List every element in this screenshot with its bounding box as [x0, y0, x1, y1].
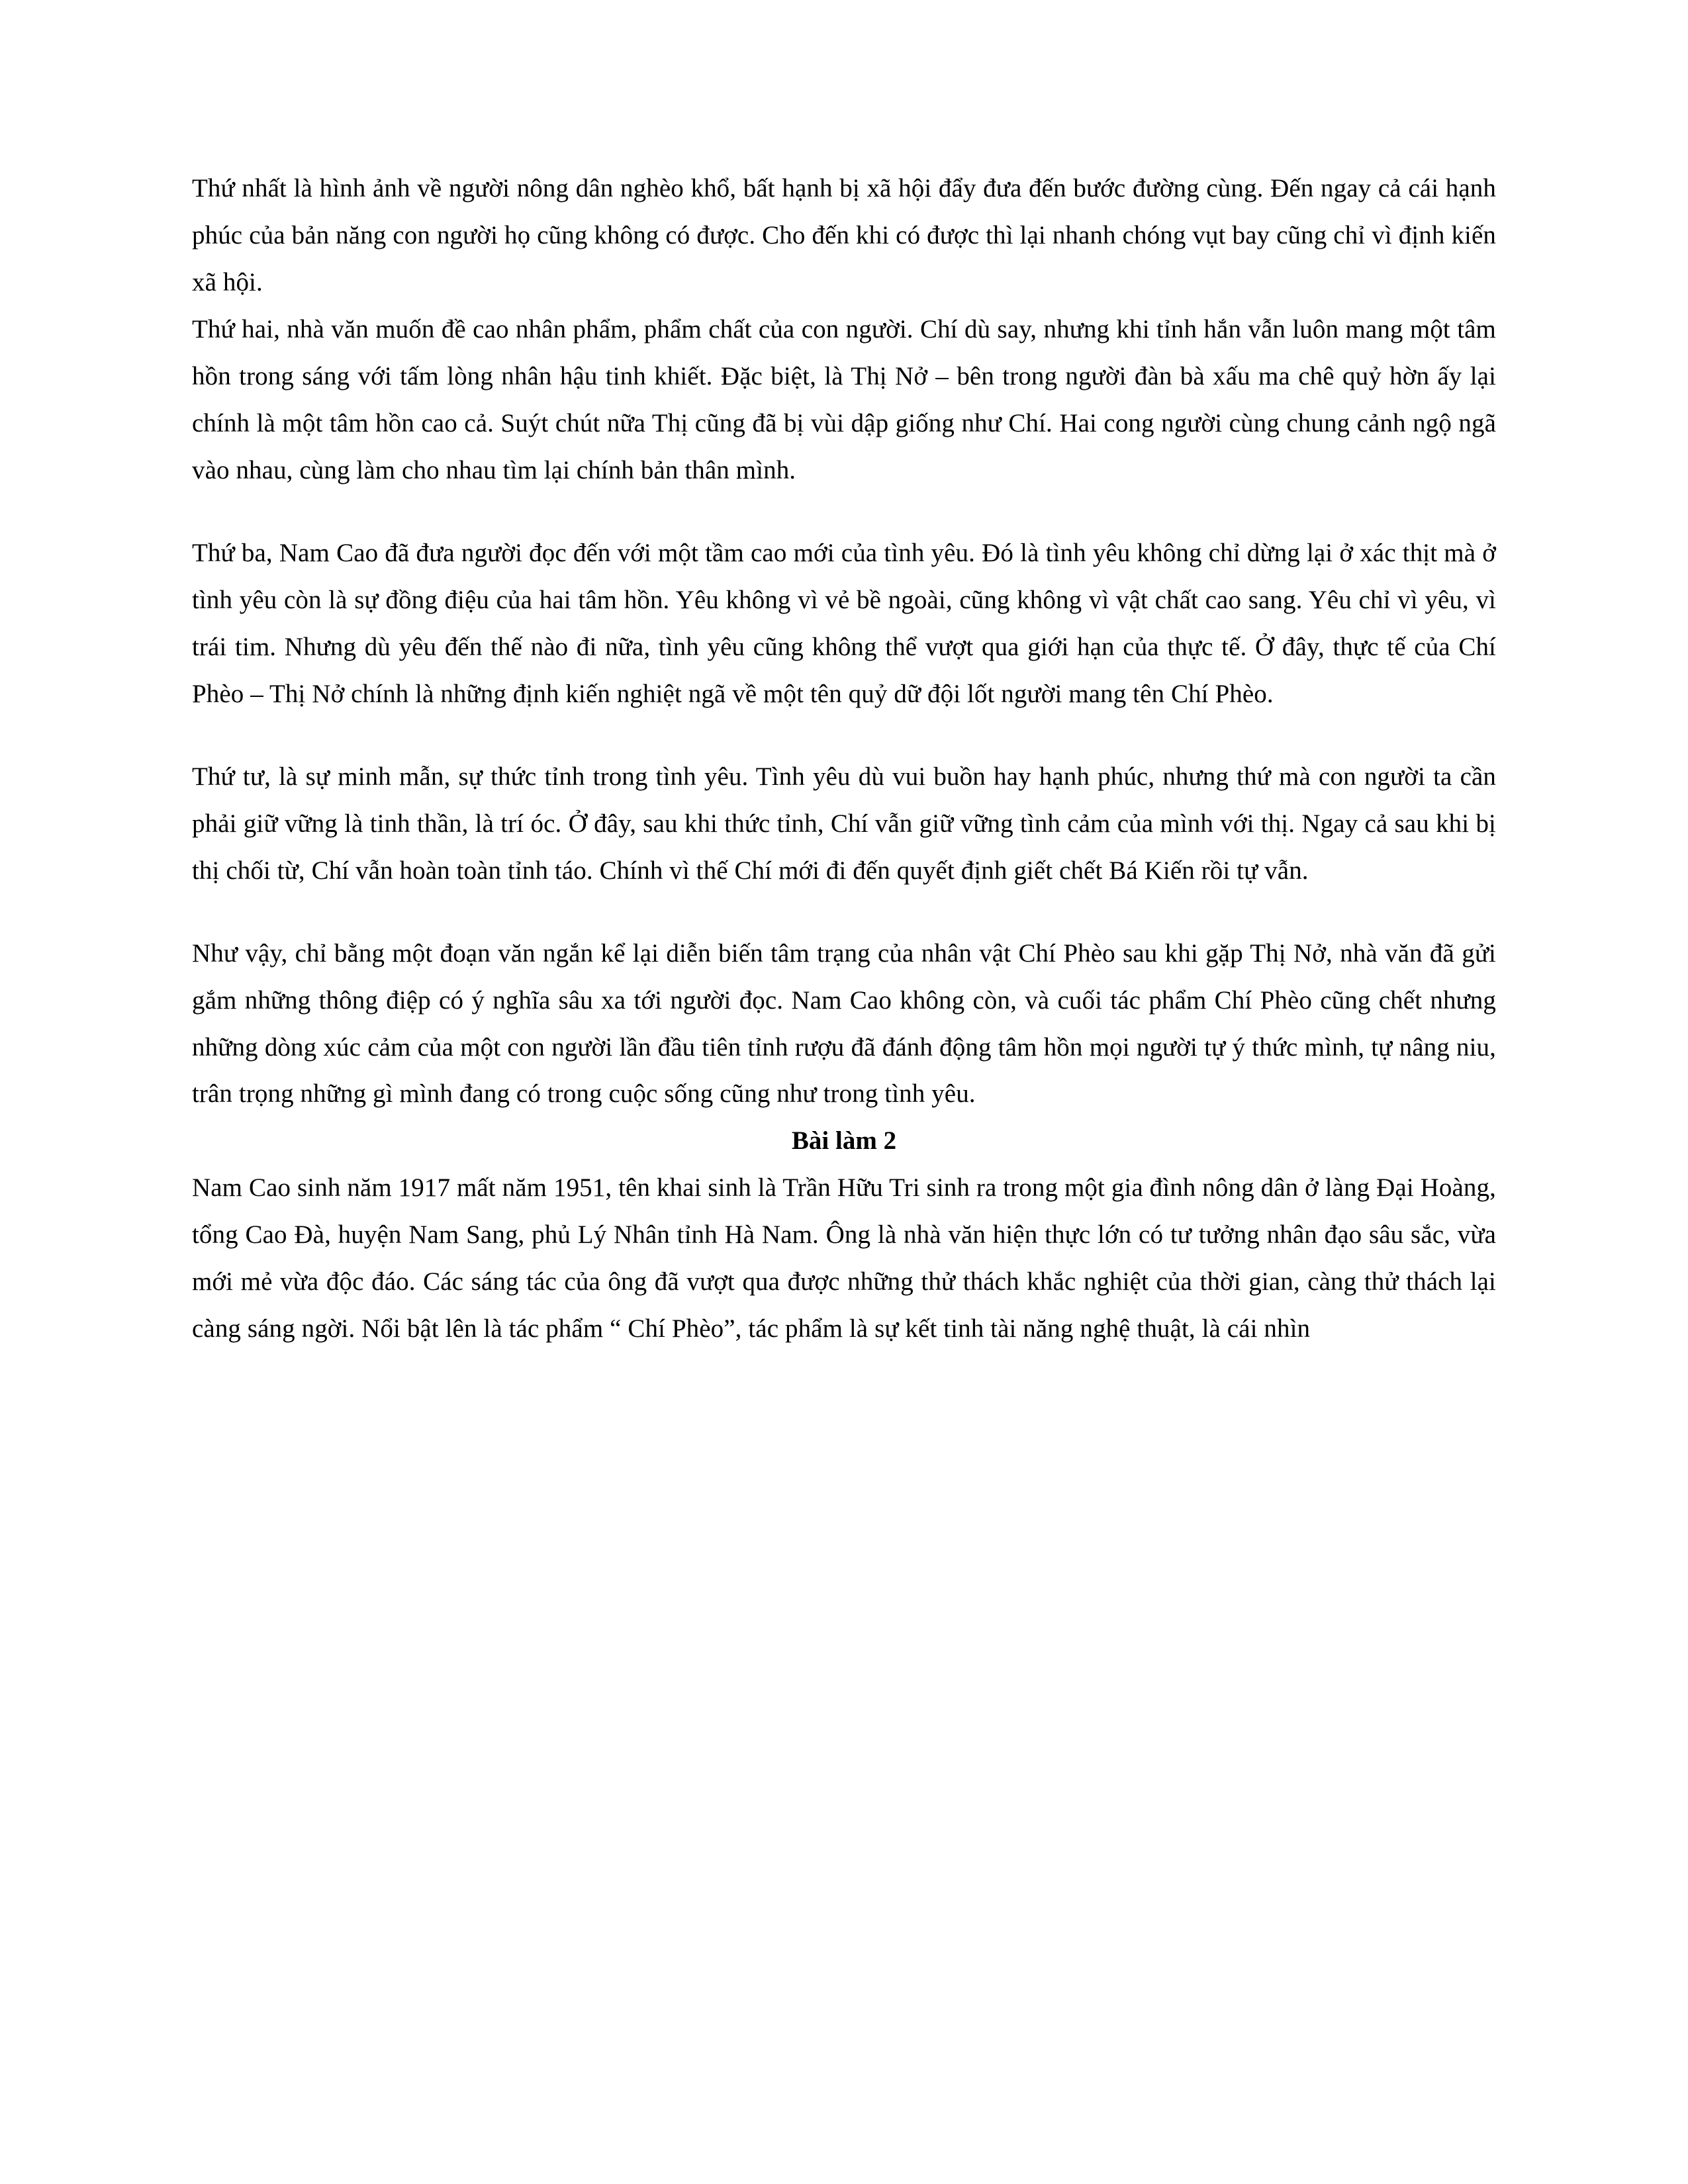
paragraph-1: Thứ nhất là hình ảnh về người nông dân nghèo khổ, bất hạnh bị xã hội đẩy đưa đến bước đường cùng. Đến ngay cả cái hạnh phúc của bản năng con người họ cũng không có được. Cho đến khi có được thì lại nhanh chóng vụt bay cũng chỉ vì định kiến xã hội. [192, 174, 1496, 296]
paragraph-3: Thứ ba, Nam Cao đã đưa người đọc đến với một tầm cao mới của tình yêu. Đó là tình yêu không chỉ dừng lại ở xác thịt mà ở tình yêu còn là sự đồng điệu của hai tâm hồn. Yêu không vì vẻ bề ngoài, cũng không vì vật chất cao sang. Yêu chỉ vì yêu, vì trái tim. Nhưng dù yêu đến thế nào đi nữa, tình yêu cũng không thể vượt qua giới hạn của thực tế. Ở đây, thực tế của Chí Phèo – Thị Nở chính là những định kiến nghiệt ngã về một tên quỷ dữ đội lốt người mang tên Chí Phèo. [192, 538, 1496, 708]
section-heading-bai-lam-2: Bài làm 2 [791, 1126, 897, 1156]
paragraph-5: Như vậy, chỉ bằng một đoạn văn ngắn kể lại diễn biến tâm trạng của nhân vật Chí Phèo sau khi gặp Thị Nở, nhà văn đã gửi gắm những thông điệp có ý nghĩa sâu xa tới người đọc. Nam Cao không còn, và cuối tác phẩm Chí Phèo cũng chết nhưng những dòng xúc cảm của một con người lần đầu tiên tỉnh rượu đã đánh động tâm hồn mọi người tự ý thức mình, tự nâng niu, trân trọng những gì mình đang có trong cuộc sống cũng như trong tình yêu. [192, 938, 1496, 1109]
paragraph-4: Thứ tư, là sự minh mẫn, sự thức tỉnh trong tình yêu. Tình yêu dù vui buồn hay hạnh phúc, nhưng thứ mà con người ta cần phải giữ vững là tinh thần, là trí óc. Ở đây, sau khi thức tỉnh, Chí vẫn giữ vững tình cảm của mình với thị. Ngay cả sau khi bị thị chối từ, Chí vẫn hoàn toàn tỉnh táo. Chính vì thế Chí mới đi đến quyết định giết chết Bá Kiến rồi tự vẫn. [192, 762, 1496, 885]
document-body [192, 165, 1496, 1353]
paragraph-6: Nam Cao sinh năm 1917 mất năm 1951, tên khai sinh là Trần Hữu Tri sinh ra trong một gia đình nông dân ở làng Đại Hoàng, tổng Cao Đà, huyện Nam Sang, phủ Lý Nhân tỉnh Hà Nam. Ông là nhà văn hiện thực lớn có tư tưởng nhân đạo sâu sắc, vừa mới mẻ vừa độc đáo. Các sáng tác của ông đã vượt qua được những thử thách khắc nghiệt của thời gian, càng thử thách lại càng sáng ngời. Nổi bật lên là tác phẩm “ Chí Phèo”, tác phẩm là sự kết tinh tài năng nghệ thuật, là cái nhìn [192, 1173, 1496, 1343]
paragraph-2: Thứ hai, nhà văn muốn đề cao nhân phẩm, phẩm chất của con người. Chí dù say, nhưng khi tỉnh hắn vẫn luôn mang một tâm hồn trong sáng với tấm lòng nhân hậu tinh khiết. Đặc biệt, là Thị Nở – bên trong người đàn bà xấu ma chê quỷ hờn ấy lại chính là một tâm hồn cao cả. Suýt chút nữa Thị cũng đã bị vùi dập giống như Chí. Hai cong người cùng chung cảnh ngộ ngã vào nhau, cùng làm cho nhau tìm lại chính bản thân mình. [192, 314, 1496, 484]
